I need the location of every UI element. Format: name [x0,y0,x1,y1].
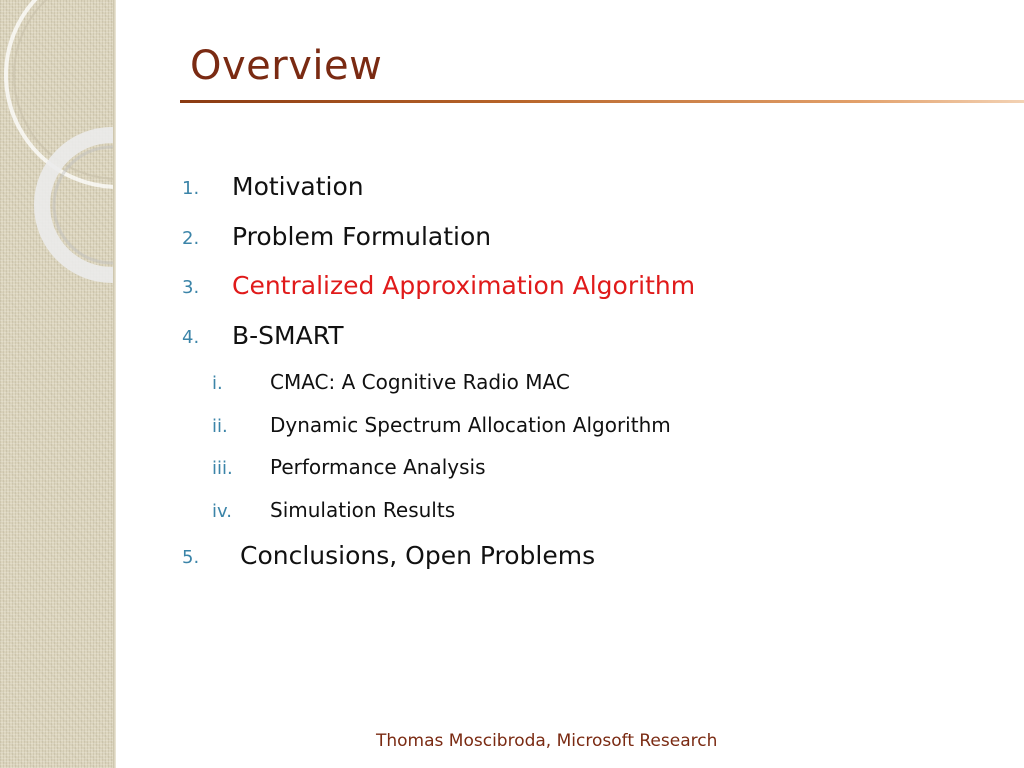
item-text: Conclusions, Open Problems [240,541,596,570]
subitem-number: iii. [212,458,233,479]
title-underline [180,100,1024,103]
textured-side-strip [0,0,113,768]
subitem-text: CMAC: A Cognitive Radio MAC [270,370,570,394]
item-text: Motivation [232,172,364,201]
strip-edge-divider [113,0,116,768]
item-text: Problem Formulation [232,222,492,251]
subitem-number: i. [212,373,223,394]
subitem-number: iv. [212,501,232,522]
item-number: 4. [182,327,200,348]
item-text: B-SMART [232,321,344,350]
decorative-rings-icon [0,0,113,768]
subitem-number: ii. [212,416,228,437]
subitem-text: Dynamic Spectrum Allocation Algorithm [270,413,671,437]
item-number: 5. [182,547,200,568]
slide-title: Overview [190,43,383,89]
item-number: 1. [182,178,200,199]
item-number: 2. [182,228,200,249]
subitem-text: Performance Analysis [270,455,486,479]
subitem-text: Simulation Results [270,498,456,522]
item-text: Centralized Approximation Algorithm [232,271,696,300]
slide-footer: Thomas Moscibroda, Microsoft Research [376,731,718,751]
item-number: 3. [182,277,200,298]
